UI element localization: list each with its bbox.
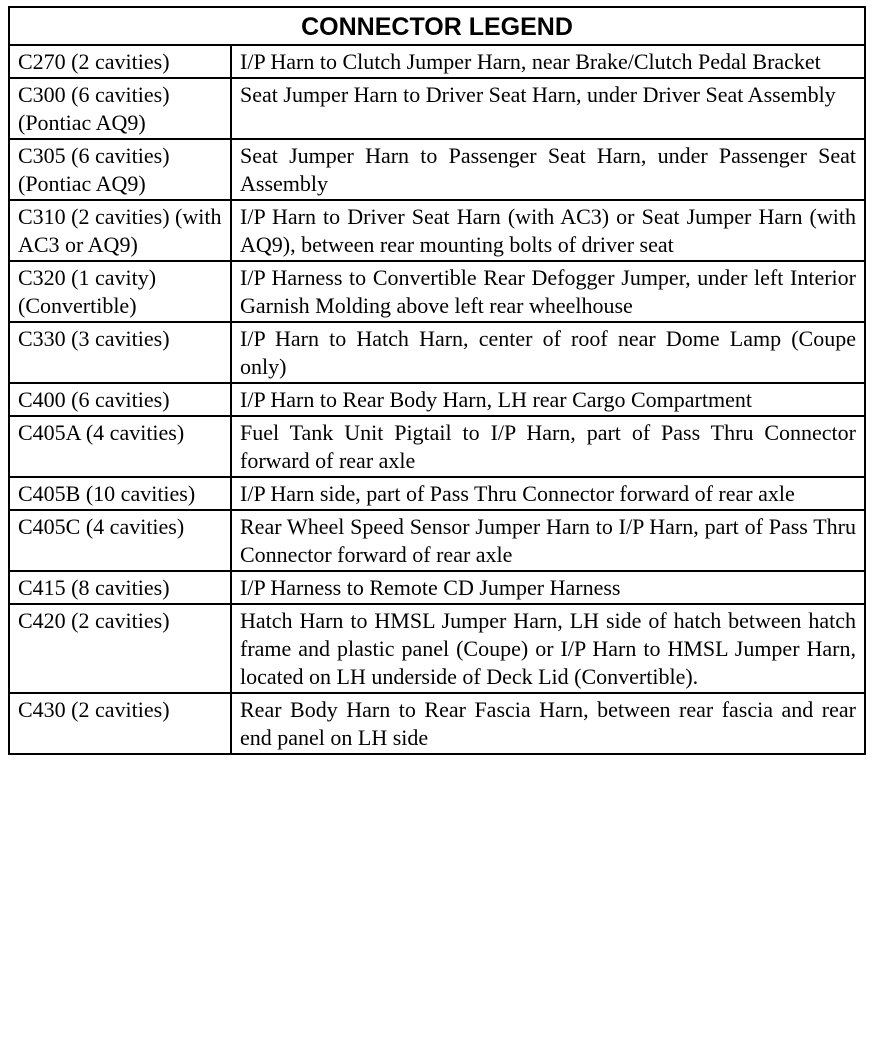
legend-body — [9, 45, 865, 754]
legend-title: CONNECTOR LEGEND — [9, 7, 865, 45]
table-row — [9, 383, 865, 416]
table-row — [9, 261, 865, 322]
table-row — [9, 510, 865, 571]
table-row — [9, 416, 865, 477]
table-row — [9, 45, 865, 78]
connector-description: Seat Jumper Harn to Driver Seat Harn, under Driver Seat Assembly — [231, 78, 865, 139]
table-row — [9, 571, 865, 604]
table-row — [9, 604, 865, 693]
connector-description: Hatch Harn to HMSL Jumper Harn, LH side of hatch between hatch frame and plastic panel (Coupe) or I/P Harn to HMSL Jumper Harn, located on LH underside of Deck Lid (Convertible). — [231, 604, 865, 693]
connector-id: C330 (3 cavities) — [9, 322, 231, 383]
connector-id: C400 (6 cavities) — [9, 383, 231, 416]
connector-description: I/P Harness to Convertible Rear Defogger Jumper, under left Interior Garnish Molding above left rear wheelhouse — [231, 261, 865, 322]
connector-id: C420 (2 cavities) — [9, 604, 231, 693]
connector-id: C405B (10 cavities) — [9, 477, 231, 510]
table-row — [9, 322, 865, 383]
connector-description: I/P Harn to Hatch Harn, center of roof near Dome Lamp (Coupe only) — [231, 322, 865, 383]
connector-legend-table — [8, 6, 866, 755]
connector-id: C300 (6 cavities) (Pontiac AQ9) — [9, 78, 231, 139]
connector-id: C270 (2 cavities) — [9, 45, 231, 78]
connector-description: I/P Harness to Remote CD Jumper Harness — [231, 571, 865, 604]
table-row — [9, 693, 865, 754]
connector-id: C405A (4 cavities) — [9, 416, 231, 477]
connector-id: C305 (6 cavities) (Pontiac AQ9) — [9, 139, 231, 200]
connector-id: C415 (8 cavities) — [9, 571, 231, 604]
connector-description: I/P Harn to Rear Body Harn, LH rear Cargo Compartment — [231, 383, 865, 416]
legend-header-row — [9, 7, 865, 45]
connector-id: C405C (4 cavities) — [9, 510, 231, 571]
table-row — [9, 139, 865, 200]
table-row — [9, 200, 865, 261]
table-row — [9, 477, 865, 510]
connector-description: Fuel Tank Unit Pigtail to I/P Harn, part of Pass Thru Connector forward of rear axle — [231, 416, 865, 477]
connector-description: I/P Harn to Driver Seat Harn (with AC3) or Seat Jumper Harn (with AQ9), between rear mounting bolts of driver seat — [231, 200, 865, 261]
connector-description: Rear Body Harn to Rear Fascia Harn, between rear fascia and rear end panel on LH side — [231, 693, 865, 754]
table-row — [9, 78, 865, 139]
connector-description: I/P Harn side, part of Pass Thru Connector forward of rear axle — [231, 477, 865, 510]
connector-id: C430 (2 cavities) — [9, 693, 231, 754]
connector-description: Seat Jumper Harn to Passenger Seat Harn, under Passenger Seat Assembly — [231, 139, 865, 200]
connector-description: I/P Harn to Clutch Jumper Harn, near Brake/Clutch Pedal Bracket — [231, 45, 865, 78]
connector-id: C310 (2 cavities) (with AC3 or AQ9) — [9, 200, 231, 261]
connector-description: Rear Wheel Speed Sensor Jumper Harn to I/P Harn, part of Pass Thru Connector forward of rear axle — [231, 510, 865, 571]
connector-id: C320 (1 cavity) (Convertible) — [9, 261, 231, 322]
